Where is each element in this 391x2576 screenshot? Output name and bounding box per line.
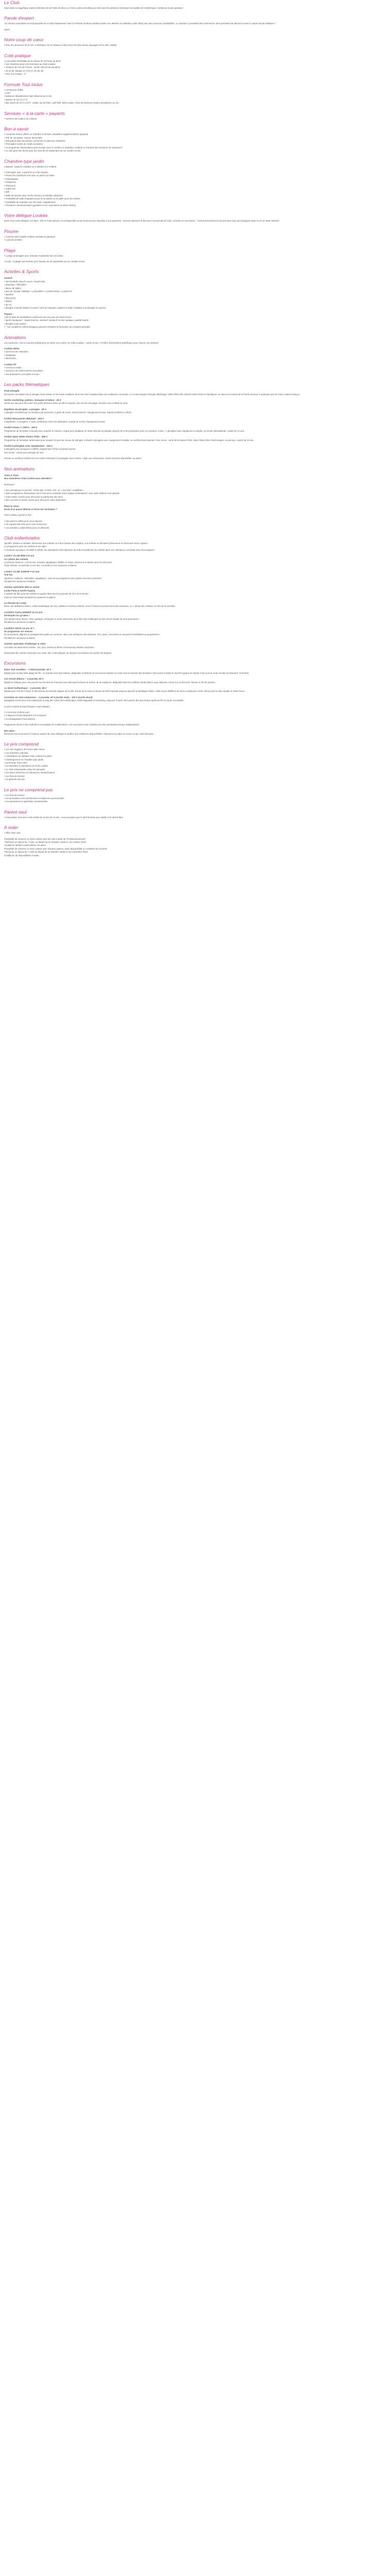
excursion-text: Réservez vos excursions à l'avance auprès de votre délégué et profitez des meilleures disponibilités. Paiement sur place en euros ou par carte bancaire.: [4, 733, 154, 736]
club-block: [4, 614, 387, 624]
club-text: Dans une ambiance festive, mélée fantastique de rires, adultes et mêmes enfants, tous à l'unisson au lancement des vacances. Le « Show des enfants» le clou de la semaine.: [4, 605, 176, 608]
beach-list: [4, 255, 387, 258]
price-excludes-list: [4, 794, 387, 804]
list-item: • Les assurances et garanties contractuelles: [4, 800, 387, 803]
section-title-animations: Animations: [4, 334, 26, 340]
activities-paid-list: [4, 316, 387, 329]
club-note: Club sur réservation pendant les vacances scolaires.: [4, 596, 56, 599]
excursion-text: Navigation à bord d'un mini-catamaran le long des côtes de la Martinique, arrêts baignade et snorkeling, déjeuner à bord. Découverte des plus beaux spots de l'île en toute convivialité.: [4, 699, 184, 702]
excursion-title: Bon plan :: [4, 729, 16, 732]
beach-note: A noter : la plage sera fermée pour travaux du 24 septembre au 1er octobre inclus.: [4, 260, 86, 263]
packs-footer: Prévoir un certificat médical de non contre-indication à la plongée sous-marine. L'âge aux redevances, autres horaires disponibles sur place.: [4, 457, 142, 460]
list-item: • 113 chambres dont 143 réservées au Club Lookéa: [4, 63, 387, 66]
list-item: • Une piscine calme pour vous reposer: [4, 520, 387, 523]
practical-list: [4, 60, 387, 76]
section-title-pool: Piscine: [4, 228, 19, 234]
list-item: • Le Club enfants/ados selon les périodes: [4, 768, 387, 771]
list-item: • 1 déjeuner inclus (boissons non incluses): [4, 714, 387, 717]
list-item: • Les frais de service: [4, 794, 387, 797]
excursion-title: Dans Sud Caraïbes – 1 demi-journée, 40 €: [4, 668, 52, 671]
list-item: • A proximité immédiate de la marina de la Pointe du Bout: [4, 60, 387, 63]
club-title: La Parade de Looky: [4, 602, 27, 605]
list-item: • exercices de relaxation: [4, 350, 387, 353]
section-title-delegate: Votre délégué Lookéa: [4, 213, 47, 218]
list-item: • plongée sous-marine: [4, 323, 387, 326]
note-line: Possibilité de réserver ce Club Lookéa sans les vols à partir de 79 €/personne/nuit*.: [4, 837, 87, 840]
list-item: • Les frais de dossier: [4, 775, 387, 778]
list-item: • Un espace bien-être pour vous ressourcer: [4, 523, 387, 526]
sub-lead: Envie d'un pause détente à l'écart de l'animation ?: [4, 507, 57, 511]
list-item: • Téléphone: [4, 181, 387, 184]
club-subtitle: Au rythme des enfants: [4, 557, 28, 561]
list-item: • L'été: [4, 92, 387, 95]
pack-title: Forfait 5 plongées avec équipement : 240 €: [4, 445, 53, 448]
good-to-know-list: [4, 133, 387, 152]
fit-title: Lookéa Fit: [4, 363, 16, 366]
excursion-title: Le Nord Authentique – 1 journée, 86 €: [4, 686, 47, 689]
section-title-club: Le Club: [4, 0, 20, 5]
list-item: • Possibilité de chambre vue mer (avec supplément): [4, 201, 387, 204]
club-note: Pendant les vacances scolaires.: [4, 621, 36, 624]
excursion-includes-list: [4, 711, 387, 721]
club-title: LOOKY CLUB MINI 4-6 ans: [4, 554, 35, 557]
list-item: • mini football • beach soccer • beach-ball: [4, 280, 387, 283]
list-item: • Wifi gratuit dans les parties communes et dans les chambres: [4, 140, 387, 143]
section-title-paid-services: Services « à la carte » payants: [4, 110, 65, 116]
club-title: Soirées spéciales Challenger & Ados: [4, 642, 46, 646]
pool-list: [4, 235, 387, 242]
list-item: • exercices cardio: [4, 366, 387, 369]
room-capacity: Capacité : jusqu'à 3 adultes ou 2 adultes et 2 enfants.: [4, 165, 57, 168]
club-subtitle: Anti fun: [4, 573, 13, 577]
excursion-note: Programme donné à titre indicatif et susceptible de modifications. Les excursions sont réalisées par des prestataires locaux indépendants.: [4, 723, 140, 726]
club-intro: Situé dans la magnifique station balnéaire de la Pointe du Bout, Le Club Lookéa est idéal pour découvrir les attraits et la beauté incroyable de la Martinique. Ambiance locale garantie !: [4, 7, 184, 9]
section-title-room: Chambre type jardin: [4, 158, 44, 164]
sub-title: Place & Vous: [4, 504, 19, 507]
list-item: • Offre sans vols: [4, 832, 387, 835]
list-item: • par le biais de prestataires extérieurs tous les jours de soleil et jeux: [4, 316, 387, 319]
list-item: • nos animateurs sont prêts et vous !: [4, 373, 387, 376]
kids-intro-line: Sportifs, artistes ou timides, bienvenue aux enfants ou à leur bureau des copains, vos enfants se déroulent pleinement et retrouvent leurs copains !: [4, 541, 149, 545]
relax-title: Lookéa Relax: [4, 347, 20, 350]
list-item: • Les prestations non mentionnées et dépenses personnelles: [4, 797, 387, 800]
favorite-list: [4, 44, 387, 47]
list-item: • Services de location de voitures: [4, 117, 387, 121]
kids-intro: [4, 542, 387, 552]
club-block: [4, 630, 387, 640]
list-item: • sports nautiques* : kayak (marine, windsurf, windsurf en kite nautique, paddle board): [4, 319, 387, 322]
list-item: • 1 plage aménagée avec transats et parasols face à la baie.: [4, 255, 387, 258]
pack-text: Programme de formation Français pour acquérir le niveau 1 requis pour pratiquer en toute sécurité la plongée jusqu'à 20 m de profondeur avec un moniteur. Inclus : 1 plongées avec équipement complet, un brevet international. A partir de 12 ans.: [4, 429, 245, 432]
club-note: Toute l'année. Accueil des 3 et 6 ans. Accueillir sur les vacances scolaires.: [4, 564, 77, 567]
note-line: Conditions tarifaires particulières sur place.: [4, 844, 47, 847]
section-title-activities: Activités & Sports: [4, 269, 39, 275]
activities-paid-title: Payant :: [4, 312, 13, 315]
list-item: • lancer de balles: [4, 287, 387, 290]
club-block: [4, 573, 387, 583]
pack-title: Forfait Découverte débutant : 150 €: [4, 417, 44, 420]
list-item: • Chambres communicantes (gratuites et sur réservation (nombre limité)): [4, 204, 387, 207]
pack-title: Sortie snorkeling, palmes, masques et tubas : 25 €: [4, 399, 61, 401]
note-line: Conditions de disponibilités et tarifs.: [4, 854, 40, 857]
list-item: • Les activités Lookéa Relax pour se détendre: [4, 527, 387, 530]
note-block: [4, 838, 387, 857]
single-parent-list: [4, 816, 387, 819]
list-item: • Taxe non incluse : 3°: [4, 73, 387, 76]
list-item: • Salle de douche avec sèche-cheveux et toilettes séparées: [4, 194, 387, 197]
pack-title: Forfait niveau 1 CMAS : 400 €: [4, 426, 38, 429]
price-includes-list: [4, 748, 387, 781]
note-line: *Tarif pour un séjour de 7 nuits, au départ de la chambre Jardin le 1er octobre 2019.: [4, 840, 87, 843]
section-title-beach: Plage: [4, 247, 15, 253]
pack-line: Non inclus : extras pour plongée de nuit.: [4, 451, 44, 454]
activities-free-list: [4, 280, 387, 310]
sub-title: Amis & Vous: [4, 473, 19, 477]
list-item: • 30 nb de navigue en Fort en 40 min de: [4, 70, 387, 73]
pack-text: 1 plongée encadrée par un moniteur par personne. A partir de 8 ans. Inscrit réservé : Équipement inclus. Départ à 9h00 ou 13h30.: [4, 411, 132, 414]
list-item: • Boissons désaltérantes dans dépend sur le site: [4, 95, 387, 98]
section-title-price-excludes: Le prix ne comprend pas: [4, 787, 53, 792]
list-item: • Nos animations en journée : Pétit-calin, Ammie, Kilo, Le « Ha-Club, Lookathlon...: [4, 489, 387, 492]
sub-text: Retrouvez :: [4, 483, 15, 486]
list-item: • 1 piscine animée: [4, 239, 387, 242]
section-title-excursions: Excursions: [4, 660, 26, 666]
club-text: Ils rencontrent, alignent et partagent des goûts en commun, dans une ambiance décontractée. Fun, sport, rencontres et souvenirs inoubliables au programme !: [4, 633, 160, 636]
excursion-text: Départ pour la plus belle plage de l'île : la Grande Anse des Salines. Baignade et détente au bout d'une matinée en route vers la Savane des Esclaves. Découvrez ensuite le marché typique de Sainte-Anne puis la route montée du Diamant. Trois-Ilets.: [4, 671, 250, 674]
list-item: • Accompagnateur francophone: [4, 718, 387, 721]
section-title-expert: Parole d'expert: [4, 15, 34, 21]
section-title-favorite: Notre coup de cœur: [4, 37, 44, 43]
club-text: 2 soirées de fête pour les enfants et quarter libre pour les parents de 19 h 30 à minuit !: [4, 592, 89, 596]
list-item: • L'endouvoir buffet: [4, 89, 387, 92]
list-item: • méditation: [4, 354, 387, 357]
list-item: • plongée à sentier balisé et canoë • prêt de masques, palmes et tuba • initiation à la plongée en piscine: [4, 307, 387, 310]
section-title-single-parent: Parent seul: [4, 809, 27, 815]
pack-text: [4, 448, 387, 454]
list-item: • Les activités et animations du Club Lookéa: [4, 765, 387, 768]
section-title-note: A noter: [4, 825, 19, 831]
list-item: • Télévision: [4, 184, 387, 188]
pack-title: Forfait Open Water Divers PADI : 495 €: [4, 435, 48, 438]
club-text: Les ados ont aussi leurs soirées : DJ, jeux, soirées à thème et beaucoup d'autres surprises !: [4, 646, 95, 649]
list-item: • Possibilité de salle d'équipées pour la 3e adulte ou 3e gaffe pour les enfants: [4, 197, 387, 200]
room-features-list: [4, 171, 387, 207]
excursion-text: Départ pour Fort-de-France et découverte du marché typique de la ville. Route de la Trace à travers la forêt tropicale jusqu'au pied de la Montagne Pelée. Visite d'une distillerie de rhum et déjeuner créole. Retour par la côte caraïbe et Saint-Pierre.: [4, 690, 246, 693]
section-title-our-animations: Nos animations: [4, 466, 35, 471]
animations-intro: Les vacances, c'est le moment parfait pour se retirer une soirée. En Club Lookéa « soirée à tout » Profitez d'animations spécifiques pour chacun vos activités.: [4, 341, 159, 344]
club-subtitle: Looky Party et Soirée Pyjama: [4, 589, 36, 592]
list-item: • pilates: [4, 300, 387, 303]
kids-intro-line: A certaines semaines, de 9h00 à 18h00, les animateurs francophones du club accueilleront les enfants dans une ambiance conviviale avec trois espaces.: [4, 548, 155, 551]
all-inclusive-list: [4, 89, 387, 105]
note-line: *Tarif pour un séjour de 7 nuits au départ de la chambre Jardin le 1er novembre 2019.: [4, 851, 89, 854]
list-item: • Votre Atelier Combo pour découvrir le patrimoine des lieux: [4, 496, 387, 499]
list-item: • Les transferts collectifs: [4, 752, 387, 755]
club-text: Sportives, ludiques, culturelles, aquatiques : tout est au programme pour passer de bons moments !: [4, 577, 102, 580]
list-item: • Quittes de 16 h à 17 h: [4, 98, 387, 101]
list-item: • Prêt de serviettes, caution demandée: [4, 137, 387, 140]
paid-services-list: [4, 117, 387, 121]
fit-list: [4, 366, 387, 376]
list-item: • La formule Tout inclus: [4, 761, 387, 765]
sub-list: [4, 489, 387, 502]
sub-list: [4, 520, 387, 530]
list-item: • Aéroport de Fort de France : 25 km (30 mn de transfert): [4, 66, 387, 69]
list-item: • Des concerts et bonne soirée pour découvrir votre destination: [4, 499, 387, 502]
delegate-text: Notre vous votre délégué sur place. 100 % Francophone, il est disponible à tout moment pour répondre à vos questions : bonnes adresses à découvrir à proximité du Club, conseils en excursions... Il est aussi présent à l'accueil pour vous accompagner dans la vie en toute sérénité.: [4, 219, 280, 223]
list-item: • Notre programme d'animations est le fruit de la créativité d'une équipe d'animateurs, avec plein d'idées et de plaisirs.: [4, 492, 387, 495]
club-subtitle: Dévelopdu fun gr'ados !: [4, 614, 30, 617]
club-text: Ces ateliers pour élever, créer, partager, échanger en toute autonomie pour faire des challenges au sein d'une équipe de trois personnes !: [4, 617, 140, 620]
list-item: • tai chi: [4, 303, 387, 307]
excursion-title: Les Fonds Blancs – 1 journée, 83 €: [4, 677, 44, 681]
pack-text: Programme de formation américaine pour acquérir le premier niveau de plongée, incluant 6 plongées avec équipement complet, un certificat international. Pour inclus : carte de formation PADI, Open Water (livre électronique), eLearning. A partir de 10 ans.: [4, 438, 254, 442]
section-title-good-to-know: Bon à savoir: [4, 126, 29, 132]
list-item: • étirements...: [4, 357, 387, 360]
list-item: • Les vols réguliers de France aller-retour: [4, 748, 387, 751]
club-title: Soirées spéciales Mini & Junior: [4, 586, 40, 589]
list-item: • L'autorisé d'eaux offerte en chambre à l'arrivée. Bouteilles supplémentaires (payant): [4, 133, 387, 136]
pack-title: Pack plongée: [4, 389, 20, 393]
excursion-includes-label: Le prix comprend (sans boisson, sauf indiqué) :: [4, 705, 51, 708]
club-note: Pendant les vacances scolaires.: [4, 636, 36, 639]
section-title-all-inclusive: Formule Tout inclus: [4, 81, 43, 87]
list-item: • L'assistance du délégué Club Lookéa sur place: [4, 755, 387, 758]
list-item: • Principales cartes de crédit acceptées: [4, 143, 387, 146]
pack-title: Baptême de plongée, 1 plongée : 60 €: [4, 408, 46, 411]
section-title-packs: Les packs thématiques: [4, 382, 50, 387]
list-item: • exercices de renforcement musculaire: [4, 369, 387, 372]
list-item: • Le programme d'animations peut évoluer avec le nombre et d'adultes / enfants en fonction des membres de vacanciers: [4, 146, 387, 149]
list-item: • * Les conditions météorologiques peuvent entraîner la fermeture de certaines activités.: [4, 326, 387, 329]
club-title: LOOKÉA ADOS 14 ans et +: [4, 626, 35, 630]
list-item: • 1 piscine avec bassin enfants, transats et parasols: [4, 235, 387, 239]
relax-list: [4, 350, 387, 360]
list-item: • Pour les amoureux de la mer, embarquez sur un bateau et découvrez les plus beaux paysages de la côte caraïbe: [4, 44, 387, 47]
activities-free-title: Gratuit :: [4, 277, 13, 280]
expert-quote: "Le service secondaire et incomparable de ce club relativement situé à la Pointe du Bout combine toutes vos attentes et collection cadre idéal pour des vacances inoubliables. La situation à proximité des commerces mets permettra de découvrir toute la culture locale antillaise !": [4, 22, 276, 25]
list-item: • Bar ouvert de 10 h à 23 h : sodas, jus de fruits, café filtre, bière locale, choix de boissons locales alcoolisées ou non: [4, 101, 387, 105]
excursion-text: Départ en bateau pour une journée sur les îlets du François pour découvrir la faune et la flore de la mangrove. Baignade dans les célèbres fonds blancs, puis déjeuner créole sur un îlet privé. Retour en fin de journée.: [4, 681, 216, 684]
list-item: • Toutes les chambres sont avec un petit coin salon: [4, 174, 387, 177]
club-title: LOOKÉA CHALLENGER 11-13 ans: [4, 611, 43, 614]
club-text: Le premier bonheur, c'est la mer. Activités aquatiques, théâtre et mises, dessus et le dessin pour les découvrir.: [4, 561, 112, 564]
note-list: [4, 832, 387, 835]
sub-text: Club Lookéa a pensé à tout :: [4, 514, 32, 517]
list-item: • aquafun: [4, 293, 387, 296]
kids-intro-line: Le programme pour les enfants et les ados.: [4, 545, 47, 548]
list-item: • L'hébergement en chambre type jardin: [4, 758, 387, 761]
list-item: • 1 excursion (même jour): [4, 711, 387, 714]
list-item: • pétanque • fléchettes: [4, 283, 387, 286]
list-item: • Coffre-fort: [4, 188, 387, 191]
list-item: • Le club peut être fermé pour les mois de 24 septembre au 1er octobre inclus: [4, 149, 387, 152]
list-item: • La garantie des prix: [4, 778, 387, 781]
kids-footer: Exclusivité des soirées réservées aux ados, des à des bloqués de 30 jours en fonction du nombre de bloqués.: [4, 651, 112, 654]
section-title-practical: Coté pratique: [4, 53, 31, 58]
list-item: • Wifi: [4, 191, 387, 194]
list-item: • jeux de société • Ballade • Lookeathlon • Lookéa Relax • Lookéa Fit: [4, 290, 387, 293]
note-line: Possibilité de réserver ce Club Lookéa avec d'autres options, selon disponibilité et conditions du moment.: [4, 847, 108, 850]
pack-text: 2 baptêmes, 2 plongées, 1 carte certification (Pour les débutants, à partir de 8 ans). Équipement inclus.: [4, 420, 106, 423]
list-item: • Aménagée avec 1 grand lit ou 2 lits simples: [4, 171, 387, 174]
pack-line: 5 plongées pour plongeurs certifiés, équipement, fiches et permis fournis.: [4, 448, 76, 451]
sub-lead: Nos animations Club Lookéa vous attendent !: [4, 477, 53, 480]
list-item: • ping-pong: [4, 297, 387, 300]
club-block: [4, 589, 387, 599]
club-title: LOOKY CLUB JUNIOR 7-10 ans: [4, 570, 40, 573]
pack-text: Découvrez les plaisirs de la plongée sous-marine et les fonds coralliens de la mer des Caraïbes dans une ambiance conviviale. Le Centre Espace Plongée Martinique, MBH PRO DIN, MANTA DIVE PADI et Handisport, se situe à la marina de la Pointe du Bout, à quelques pas du Club Lookéa Carayou.: [4, 393, 300, 396]
section-title-price-includes: Le prix comprend: [4, 741, 39, 747]
pack-text: Sortie aux îles pour découvrir des petits poissons dans un décor tropical. Avec accès à la plage. Rendez-vous à 9h00 au Club.: [4, 402, 128, 405]
list-item: • Vous partez seul avec votre enfant de moins de 12 ans : vous ne payez que le tarif de base pour adulte et le tarif enfant.: [4, 816, 387, 819]
club-block: [4, 558, 387, 568]
club-subtitle: Un programme sur mesure: [4, 630, 32, 633]
list-item: • Climatisation: [4, 178, 387, 181]
club-note: Pendant les vacances scolaires.: [4, 580, 36, 583]
list-item: • Les taxes aériennes et redevances aéroportuaires: [4, 771, 387, 774]
excursion-title: Croisière en mini-catamaran – 1 journée, 60 € (sortie Sud) – 100 € (sortie Nord): [4, 696, 93, 699]
expert-author: Olivia: [4, 28, 10, 31]
product-description: [0, 0, 391, 857]
section-title-kids-club: Club enfants/ados: [4, 535, 40, 540]
